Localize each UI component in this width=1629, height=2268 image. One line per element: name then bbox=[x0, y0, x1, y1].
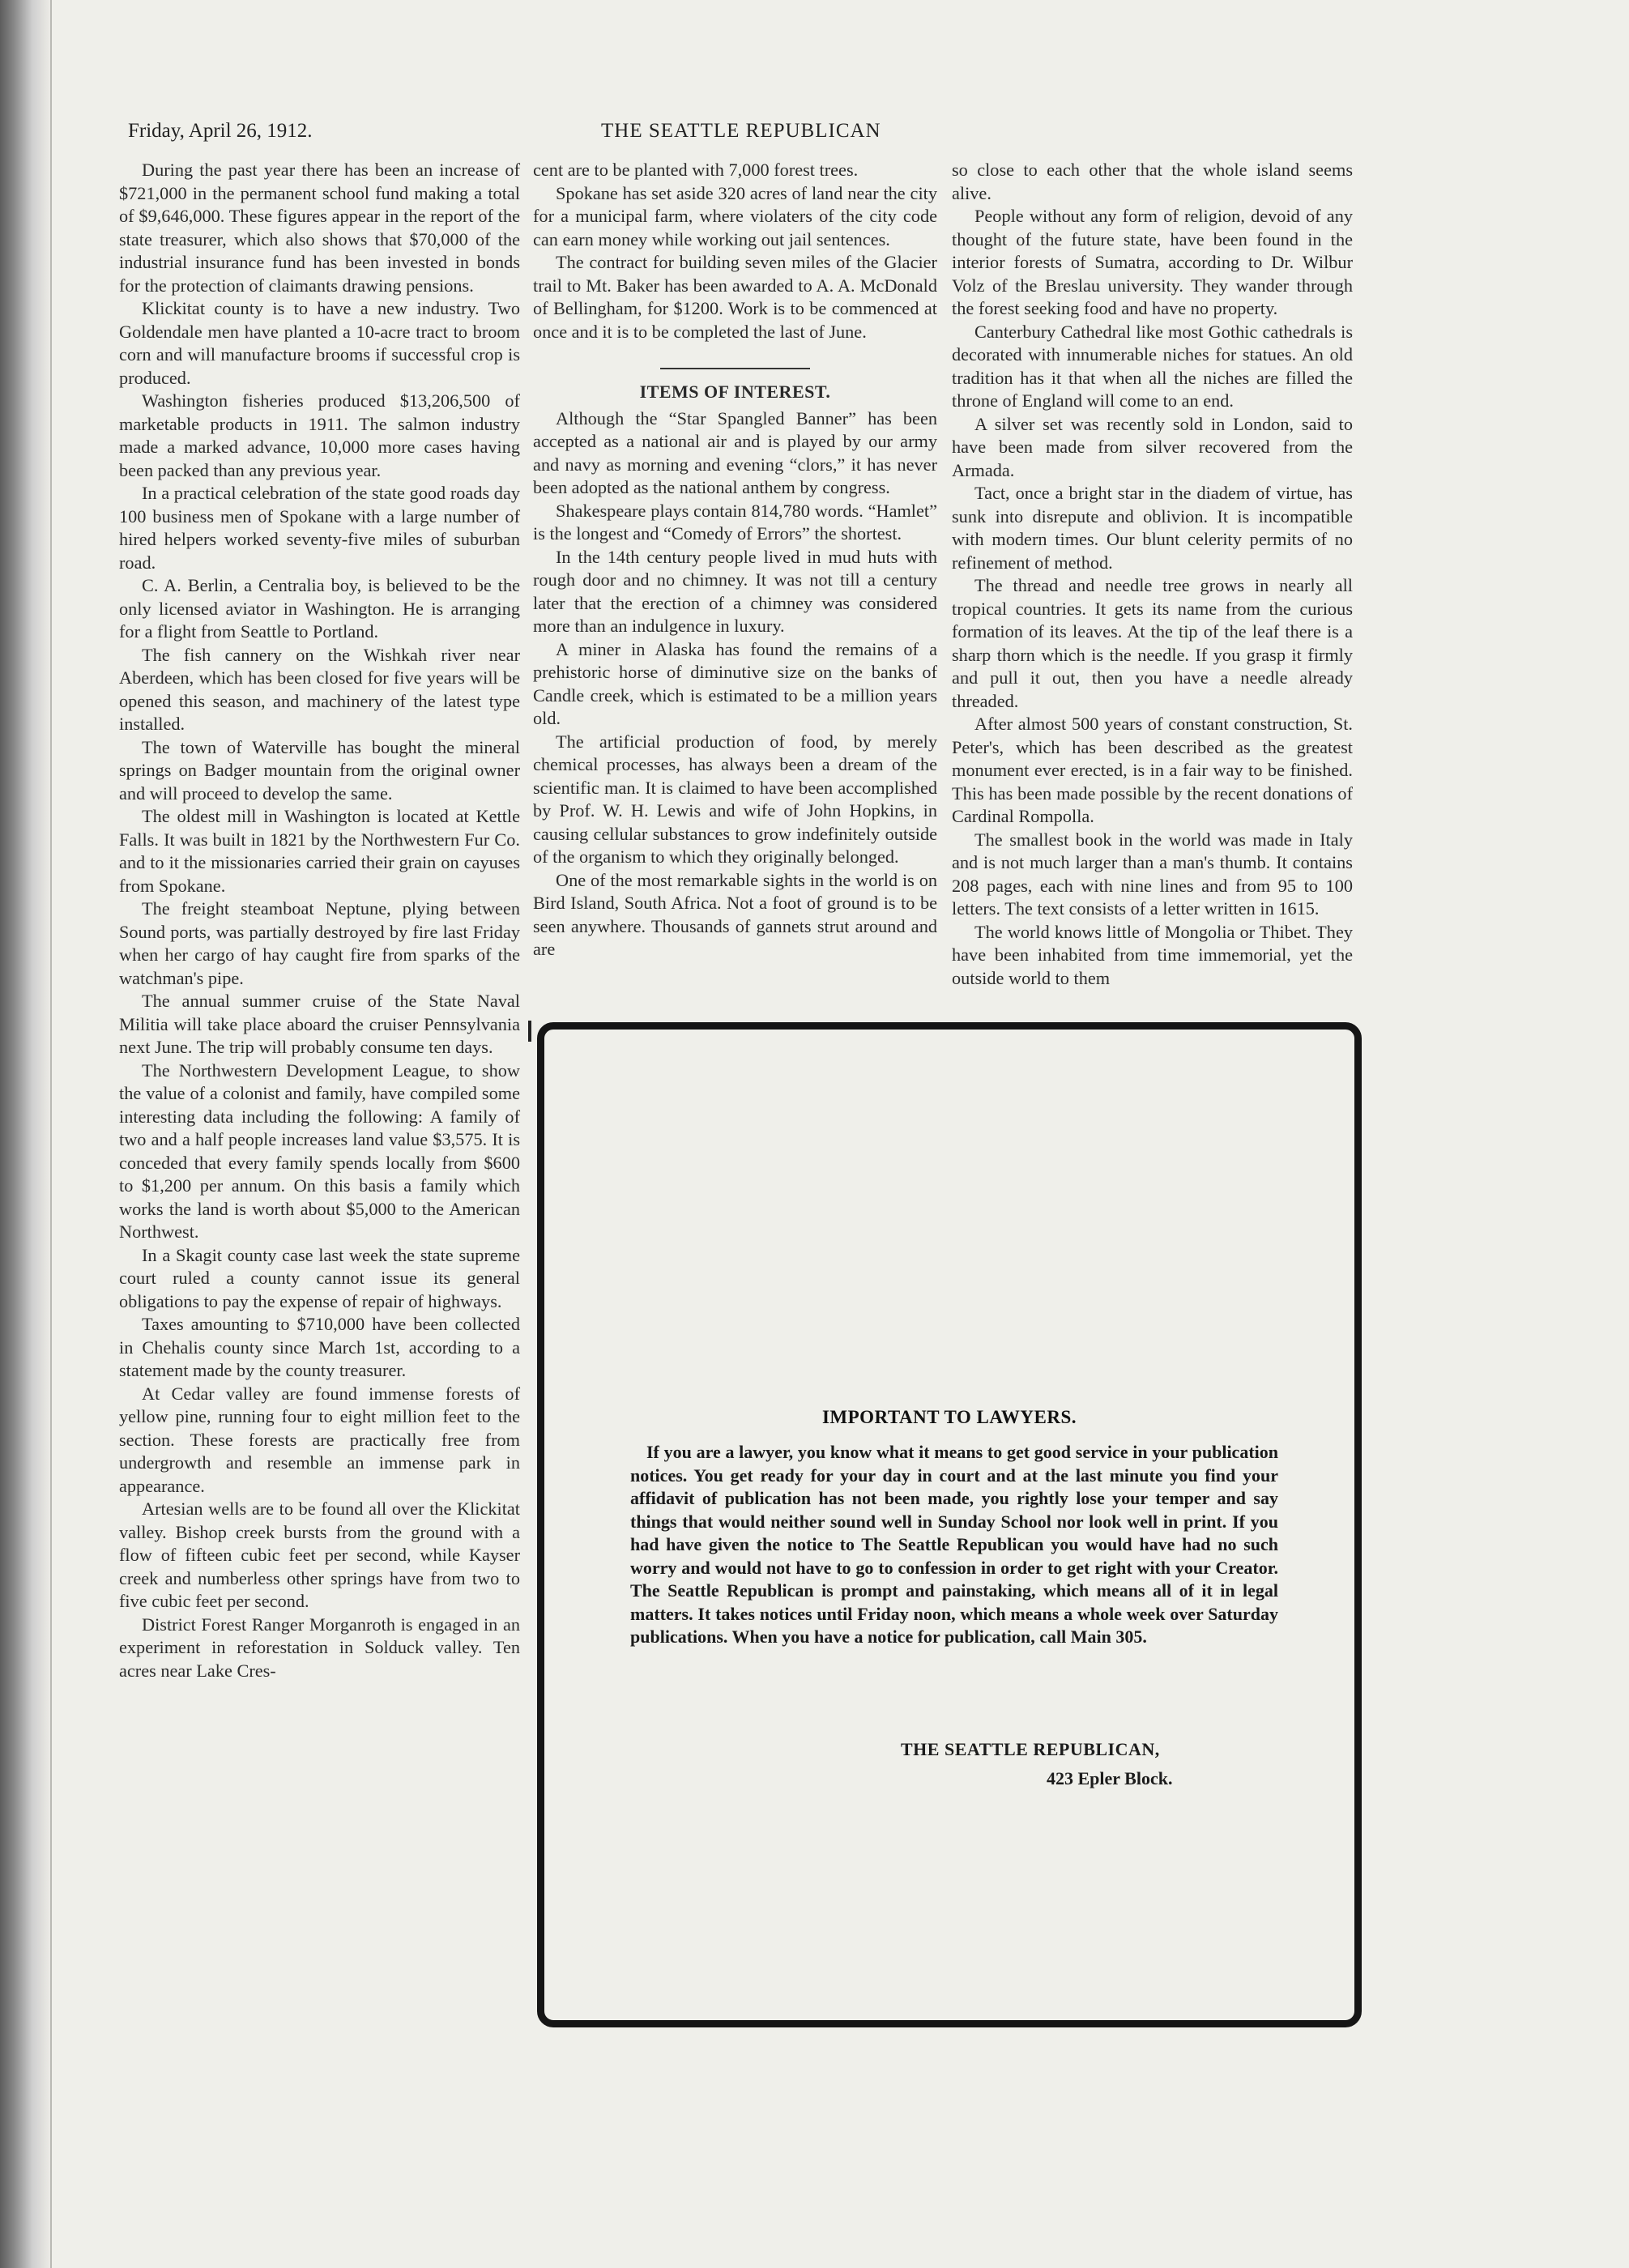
interest-item: One of the most remarkable sights in the world is on Bird Island, South Africa. Not a foot of ground is to be seen anywhere. Thousands of gannets strut around and are bbox=[533, 869, 937, 959]
ad-signature: THE SEATTLE REPUBLICAN, bbox=[901, 1739, 1160, 1759]
column-1 bbox=[119, 159, 520, 2103]
news-item: The oldest mill in Washington is located at Kettle Falls. It was built in 1821 by the Northwestern Fur Co. and to it the missionaries carried their grain on cayuses from Spokane. bbox=[119, 806, 520, 896]
news-item: Washington fisheries produced $13,206,500 of marketable products in 1911. The salmon industry made a marked advance, 10,000 more cases having been packed than any previous year. bbox=[119, 390, 520, 480]
issue-date: Friday, April 26, 1912. bbox=[128, 120, 313, 142]
section-divider bbox=[660, 368, 810, 369]
column-3 bbox=[952, 159, 1353, 1167]
interest-item: A silver set was recently sold in London, said to have been made from silver recovered from the Armada. bbox=[952, 413, 1353, 480]
news-item: At Cedar valley are found immense forests of yellow pine, running four to eight million feet to the section. These forests are practically free from undergrowth and resemble an immense park in appearance. bbox=[119, 1383, 520, 1496]
news-item: In a Skagit county case last week the state supreme court ruled a county cannot issue its general obligations to pay the expense of repair of highways. bbox=[119, 1244, 520, 1311]
news-item: Artesian wells are to be found all over the Klickitat valley. Bishop creek bursts from the ground with a flow of fifteen cubic feet per second, while Kayser creek and numberless other springs have from two to five cubic feet per second. bbox=[119, 1498, 520, 1611]
news-item: The Northwestern Development League, to show the value of a colonist and family, have compiled some interesting data including the following: A family of two and a half people increases land value $3,575. It is conceded that every family spends locally from $600 to $1,200 per annum. On this basis a family which works the land is worth about $5,000 to the American Northwest. bbox=[119, 1059, 520, 1242]
news-item: The contract for building seven miles of the Glacier trail to Mt. Baker has been awarded to A. A. McDonald of Bellingham, for $1200. Work is to be commenced at once and it is to be completed the last of June. bbox=[533, 252, 937, 342]
scan-binding-edge bbox=[0, 0, 50, 2268]
news-item: During the past year there has been an increase of $721,000 in the permanent school fund making a total of $9,646,000. These figures appear in the report of the state treasurer, which also shows that $70,000 of the industrial insurance fund has been invested in bonds for the protection of claimants drawing pensions. bbox=[119, 160, 520, 296]
interest-item: In the 14th century people lived in mud huts with rough door and no chimney. It was not till a century later that the erection of a chimney was considered more than an indulgence in luxury. bbox=[533, 546, 937, 636]
news-item: The freight steamboat Neptune, plying between Sound ports, was partially destroyed by fire last Friday when her cargo of hay caught fire from sparks of the watchman's pipe. bbox=[119, 898, 520, 988]
news-item: Taxes amounting to $710,000 have been collected in Chehalis county since March 1st, according to a statement made by the county treasurer. bbox=[119, 1314, 520, 1380]
interest-item: Canterbury Cathedral like most Gothic cathedrals is decorated with innumerable niches for statues. An old tradition has it that when all the niches are filled the throne of England will come to an end. bbox=[952, 321, 1353, 411]
interest-item: Tact, once a bright star in the diadem of virtue, has sunk into disrepute and oblivion. It is incompatible with modern times. Our blunt celerity permits of no refinement of method. bbox=[952, 483, 1353, 573]
interest-item: The world knows little of Mongolia or Thibet. They have been inhabited from time immemorial, yet the outside world to them bbox=[952, 921, 1353, 988]
column-rule-mark bbox=[528, 1021, 531, 1042]
news-item: In a practical celebration of the state good roads day 100 business men of Spokane with a large number of hired helpers worked seventy-five miles of suburban road. bbox=[119, 483, 520, 573]
ad-title: IMPORTANT TO LAWYERS. bbox=[821, 1407, 1077, 1427]
paper-name: THE SEATTLE REPUBLICAN bbox=[601, 120, 881, 142]
interest-item: Shakespeare plays contain 814,780 words. “Hamlet” is the longest and “Comedy of Errors” the shortest. bbox=[533, 500, 937, 544]
lawyers-advertisement bbox=[537, 1022, 1362, 2027]
interest-item: After almost 500 years of constant construction, St. Peter's, which has been described as the greatest monument ever erected, is in a fair way to be finished. This has been made possible by the recent donations of Cardinal Rompolla. bbox=[952, 714, 1353, 826]
news-item: Klickitat county is to have a new industry. Two Goldendale men have planted a 10-acre tract to broom corn and will manufacture brooms if successful crop is produced. bbox=[119, 298, 520, 388]
news-item: C. A. Berlin, a Centralia boy, is believed to be the only licensed aviator in Washington. He is arranging for a flight from Seattle to Portland. bbox=[119, 575, 520, 642]
news-item: The annual summer cruise of the State Naval Militia will take place aboard the cruiser Pennsylvania next June. The trip will probably consume ten days. bbox=[119, 991, 520, 1057]
news-item: The fish cannery on the Wishkah river near Aberdeen, which has been closed for five years will be opened this season, and machinery of the latest type installed. bbox=[119, 644, 520, 734]
news-item: Spokane has set aside 320 acres of land near the city for a municipal farm, where violaters of the city code can earn money while working out jail sentences. bbox=[533, 182, 937, 249]
interest-item: The thread and needle tree grows in nearly all tropical countries. It gets its name from the curious formation of its leaves. At the tip of the leaf there is a sharp thorn which is the needle. If you grasp it firmly and pull it out, then you have a needle already threaded. bbox=[952, 575, 1353, 711]
interest-item-continued: so close to each other that the whole island seems alive. bbox=[952, 160, 1353, 203]
interest-item: A miner in Alaska has found the remains of a prehistoric horse of diminutive size on the banks of Candle creek, which is estimated to be a million years old. bbox=[533, 638, 937, 728]
items-of-interest-heading: ITEMS OF INTEREST. bbox=[639, 382, 831, 402]
page-header bbox=[128, 120, 1416, 152]
news-item-continued: cent are to be planted with 7,000 forest trees. bbox=[533, 160, 859, 180]
ad-address: 423 Epler Block. bbox=[1047, 1768, 1173, 1788]
ad-body: If you are a lawyer, you know what it means to get good service in your publication notices. You get ready for your day in court and at the last minute you find your affidavit of publication has not been made, you rightly lose your temper and say things that would neither sound well in Sunday School nor look well in print. If you had have given the notice to The Seattle Republican you would have had no such worry and would not have to go to confession in order to get right with your Creator. The Seattle Republican is prompt and painstaking, which means all of it in legal matters. It takes notices until Friday noon, which means a whole week over Saturday publications. When you have a notice for publication, call Main 305. bbox=[630, 1442, 1278, 1647]
interest-item: The artificial production of food, by merely chemical processes, has always been a dream of the scientific man. It is claimed to have been accomplished by Prof. W. H. Lewis and wife of John Hopkins, in causing cellular substances to grow indefinitely outside of the organism to which they originally belonged. bbox=[533, 731, 937, 867]
interest-item: The smallest book in the world was made in Italy and is not much larger than a man's thumb. It contains 208 pages, each with nine lines and from 95 to 100 letters. The text consists of a letter written in 1615. bbox=[952, 829, 1353, 919]
interest-item: People without any form of religion, devoid of any thought of the future state, have been found in the interior forests of Sumatra, according to Dr. Wilbur Volz of the Breslau university. They wander through the forest seeking food and have no property. bbox=[952, 206, 1353, 318]
interest-item: Although the “Star Spangled Banner” has been accepted as a national air and is played by our army and navy as morning and evening “clors,” it has never been adopted as the national anthem by congress. bbox=[533, 407, 937, 497]
column-2 bbox=[533, 159, 937, 1167]
news-item: The town of Waterville has bought the mineral springs on Badger mountain from the original owner and will proceed to develop the same. bbox=[119, 736, 520, 804]
news-item: District Forest Ranger Morganroth is engaged in an experiment in reforestation in Solduck valley. Ten acres near Lake Cres- bbox=[119, 1614, 520, 1681]
